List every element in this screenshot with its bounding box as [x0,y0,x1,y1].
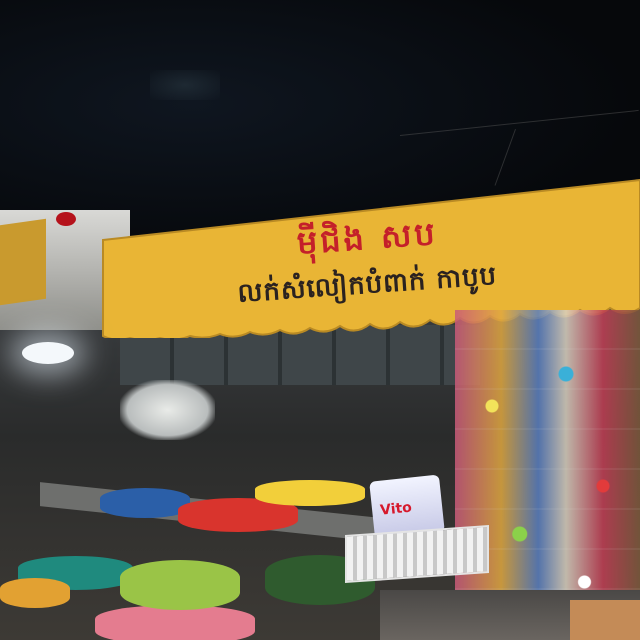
snack-brand: Vito [379,499,413,519]
wooden-floor-board [570,600,640,640]
produce-tray [255,480,365,506]
hanging-lamp [22,342,74,364]
neighbor-sign [0,219,46,305]
fruit-basket [100,488,190,518]
shop-name: ម៉ីជិង សប [295,214,439,262]
vegetable-basket [95,605,255,640]
plastic-bags [120,380,215,440]
hanging-goods [455,310,640,630]
shop-tagline: លក់សំលៀកបំពាក់ កាបូប [236,260,499,310]
sky-haze [150,70,220,100]
plastic-crate [345,525,489,583]
vegetable-pile [120,560,240,610]
red-lantern [56,212,76,226]
fruit-basket [0,578,70,608]
